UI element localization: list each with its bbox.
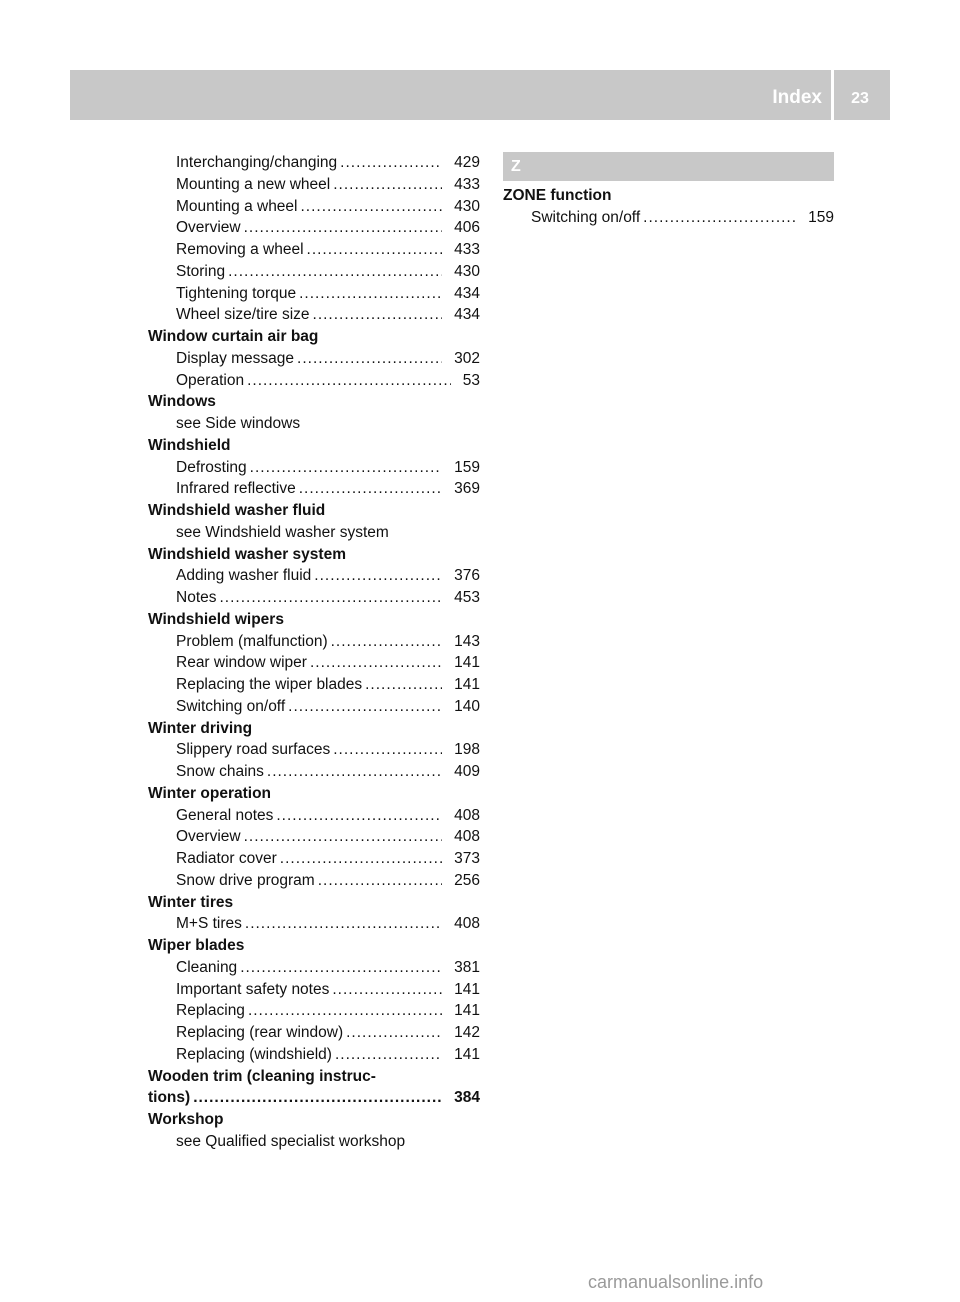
- entry-text: tions): [148, 1089, 191, 1107]
- page-reference: 408: [454, 806, 480, 824]
- index-subentry: [503, 207, 834, 229]
- entry-text: Windshield wipers: [148, 610, 284, 628]
- entry-text: M+S tires: [176, 915, 242, 933]
- index-entry-heading: [148, 1066, 480, 1088]
- entry-text: Radiator cover: [176, 850, 277, 867]
- entry-text: Wooden trim (cleaning instruc-: [148, 1067, 376, 1085]
- entry-text: Mounting a new wheel: [176, 175, 331, 193]
- leader-dots: [313, 304, 443, 326]
- index-subentry: [148, 565, 480, 587]
- index-subentry: [148, 413, 480, 435]
- letter-heading: Z: [503, 152, 834, 181]
- leader-dots: [643, 207, 796, 229]
- index-entry-heading: [148, 609, 480, 631]
- entry-text: Windshield washer system: [148, 545, 346, 563]
- leader-dots: [365, 674, 442, 696]
- entry-text: Operation: [176, 371, 245, 389]
- page-number: 23: [851, 90, 869, 107]
- entry-text: Snow chains: [176, 763, 264, 780]
- page-reference: 369: [454, 480, 480, 498]
- watermark: carmanualsonline.info: [588, 1272, 764, 1292]
- index-subentry: [148, 239, 480, 261]
- letter-entries: [503, 185, 834, 229]
- index-subentry: [148, 1022, 480, 1044]
- index-entry-heading: [148, 500, 480, 522]
- entry-text: Wheel size/tire size: [176, 306, 310, 324]
- leader-dots: [244, 217, 443, 239]
- index-subentry: [148, 957, 480, 979]
- leader-dots: [332, 979, 442, 1001]
- index-entry-heading: [148, 435, 480, 457]
- index-subentry: [148, 217, 480, 239]
- index-entry-heading: [148, 892, 480, 914]
- leader-dots: [314, 565, 442, 587]
- page-reference: 434: [454, 306, 480, 324]
- entry-text: Infrared reflective: [176, 480, 296, 498]
- page-reference: 384: [454, 1089, 480, 1107]
- entry-text: Problem (malfunction): [176, 632, 328, 650]
- leader-dots: [247, 370, 451, 392]
- page-reference: 53: [462, 371, 480, 389]
- entry-text: Defrosting: [176, 458, 247, 476]
- entry-text: Notes: [176, 589, 217, 606]
- entry-text: Removing a wheel: [176, 241, 304, 258]
- page-reference: 430: [454, 197, 480, 215]
- page-reference: 141: [454, 654, 480, 672]
- index-subentry: [148, 478, 480, 500]
- index-entry-heading: [148, 1087, 480, 1109]
- page-reference: 408: [454, 915, 480, 933]
- page-reference: 143: [454, 632, 480, 650]
- leader-dots: [301, 196, 443, 218]
- page-reference: 433: [454, 241, 480, 258]
- leader-dots: [220, 587, 443, 609]
- leader-dots: [245, 913, 442, 935]
- index-subentry: [148, 761, 480, 783]
- leader-dots: [335, 1044, 442, 1066]
- index-column-left: [148, 152, 480, 1153]
- entry-text: Overview: [176, 828, 241, 846]
- entry-text: Important safety notes: [176, 980, 330, 998]
- index-entry-heading: [148, 1109, 480, 1131]
- entry-text: Replacing (windshield): [176, 1045, 332, 1063]
- index-subentry: [148, 652, 480, 674]
- leader-dots: [248, 1000, 442, 1022]
- leader-dots: [240, 957, 442, 979]
- entry-text: Slippery road surfaces: [176, 741, 331, 759]
- page-reference: 373: [454, 850, 480, 867]
- index-subentry: [148, 261, 480, 283]
- leader-dots: [346, 1022, 442, 1044]
- leader-dots: [333, 739, 442, 761]
- index-entry-heading: [148, 783, 480, 805]
- entry-text: Wiper blades: [148, 937, 245, 954]
- leader-dots: [331, 631, 443, 653]
- page-reference: 141: [454, 1002, 480, 1020]
- header-divider: [831, 70, 834, 120]
- index-subentry: [148, 696, 480, 718]
- leader-dots: [276, 805, 442, 827]
- page-reference: 409: [454, 763, 480, 780]
- page-reference: 433: [454, 175, 480, 193]
- leader-dots: [193, 1087, 442, 1109]
- page-reference: 429: [454, 154, 480, 171]
- index-entry-heading: [148, 718, 480, 740]
- entry-text: Adding washer fluid: [176, 567, 312, 585]
- index-subentry: [148, 522, 480, 544]
- page-reference: 376: [454, 567, 480, 585]
- entry-text: Window curtain air bag: [148, 328, 319, 345]
- page-reference: 434: [454, 284, 480, 302]
- index-subentry: [148, 348, 480, 370]
- entry-text: Storing: [176, 262, 226, 280]
- index-subentry: [148, 826, 480, 848]
- leader-dots: [333, 174, 442, 196]
- page-reference: 142: [454, 1024, 480, 1041]
- entry-text: Workshop: [148, 1111, 224, 1128]
- entry-text: Winter tires: [148, 893, 234, 911]
- index-subentry: [148, 304, 480, 326]
- index-entry-heading: [148, 326, 480, 348]
- entry-text: Switching on/off: [531, 208, 641, 226]
- entry-text: see Side windows: [176, 415, 301, 432]
- entry-text: see Qualified specialist workshop: [176, 1132, 406, 1150]
- entry-text: Cleaning: [176, 958, 238, 976]
- index-subentry: [148, 674, 480, 696]
- entry-text: Rear window wiper: [176, 654, 307, 672]
- index-subentry: [148, 283, 480, 305]
- index-subentry: [148, 979, 480, 1001]
- leader-dots: [288, 696, 442, 718]
- page-reference: 408: [454, 828, 480, 846]
- leader-dots: [228, 261, 442, 283]
- index-subentry: [148, 152, 480, 174]
- index-subentry: [148, 913, 480, 935]
- entry-text: Windshield washer fluid: [148, 502, 326, 519]
- index-subentry: [148, 848, 480, 870]
- leader-dots: [340, 152, 442, 174]
- entry-text: see Windshield washer system: [176, 523, 389, 541]
- leader-dots: [310, 652, 442, 674]
- page-reference: 406: [454, 219, 480, 237]
- index-entry-heading: [148, 544, 480, 566]
- leader-dots: [299, 283, 442, 305]
- entry-text: Snow drive program: [176, 871, 315, 889]
- entry-text: Interchanging/changing: [176, 154, 338, 171]
- page-reference: 159: [808, 208, 834, 226]
- page-reference: 141: [454, 1045, 480, 1063]
- section-title: Index: [772, 87, 822, 108]
- entry-text: Winter driving: [148, 719, 253, 737]
- index-subentry: [148, 1044, 480, 1066]
- index-subentry: [148, 1000, 480, 1022]
- leader-dots: [318, 870, 442, 892]
- page-reference: 198: [454, 741, 480, 759]
- page-reference: 430: [454, 262, 480, 280]
- index-subentry: [148, 196, 480, 218]
- entry-text: Replacing (rear window): [176, 1024, 344, 1041]
- entry-text: Replacing the wiper blades: [176, 676, 363, 693]
- index-subentry: [148, 174, 480, 196]
- index-subentry: [148, 1131, 480, 1153]
- page-reference: 453: [454, 589, 480, 606]
- index-subentry: [148, 457, 480, 479]
- page-reference: 381: [454, 958, 480, 976]
- entry-text: Tightening torque: [176, 284, 297, 302]
- page-reference: 159: [454, 458, 480, 476]
- entry-text: Windshield: [148, 436, 231, 454]
- index-subentry: [148, 631, 480, 653]
- entry-text: Winter operation: [148, 784, 272, 802]
- leader-dots: [297, 348, 442, 370]
- leader-dots: [299, 478, 442, 500]
- leader-dots: [244, 826, 443, 848]
- index-entry-heading: [148, 935, 480, 957]
- leader-dots: [250, 457, 442, 479]
- index-subentry: [148, 370, 480, 392]
- entry-text: Mounting a wheel: [176, 197, 298, 215]
- leader-dots: [307, 239, 443, 261]
- index-column-right: [503, 152, 834, 229]
- entry-text: Windows: [148, 393, 216, 411]
- index-entry-heading: [148, 391, 480, 413]
- entry-text: Replacing: [176, 1002, 245, 1020]
- leader-dots: [267, 761, 442, 783]
- entry-text: Display message: [176, 349, 295, 367]
- page-reference: 256: [454, 871, 480, 889]
- entry-text: General notes: [176, 806, 274, 824]
- index-subentry: [148, 587, 480, 609]
- index-subentry: [148, 870, 480, 892]
- entry-text: Overview: [176, 219, 241, 237]
- leader-dots: [280, 848, 442, 870]
- page-reference: 140: [454, 697, 480, 715]
- index-subentry: [148, 739, 480, 761]
- entry-text: Switching on/off: [176, 697, 286, 715]
- index-subentry: [148, 805, 480, 827]
- index-entry-heading: [503, 185, 834, 207]
- page-reference: 302: [454, 349, 480, 367]
- page-reference: 141: [454, 676, 480, 693]
- page-reference: 141: [454, 980, 480, 998]
- entry-text: ZONE function: [503, 187, 612, 204]
